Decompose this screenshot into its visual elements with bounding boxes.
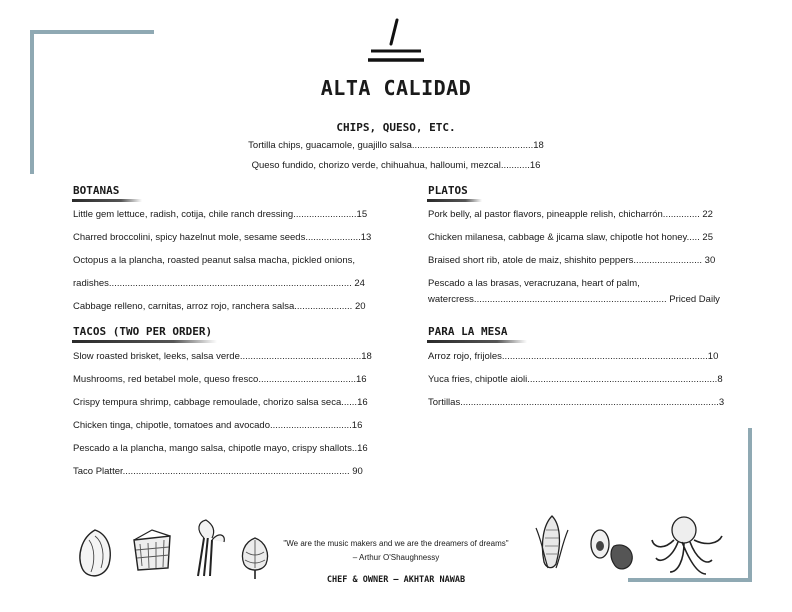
frame-corner-top-left — [30, 30, 154, 174]
menu-item: Yuca fries, chipotle aioli........................................................................8 — [428, 374, 723, 385]
menu-item: Chicken tinga, chipotle, tomatoes and avocado...............................16 — [73, 420, 363, 431]
menu-item: radishes............................................................................................ 24 — [73, 278, 365, 289]
menu-item: Pescado a las brasas, veracruzana, heart of palm, — [428, 278, 640, 289]
menu-item: Charred broccolini, spicy hazelnut mole, sesame seeds.....................13 — [73, 232, 372, 243]
restaurant-name: ALTA CALIDAD — [320, 76, 472, 100]
platos-section-title: PLATOS — [428, 184, 468, 197]
menu-item: Octopus a la plancha, roasted peanut salsa macha, pickled onions, — [73, 255, 356, 266]
menu-item: Cabbage relleno, carnitas, arroz rojo, ranchera salsa...................... 20 — [73, 301, 366, 312]
menu-item: Braised short rib, atole de maiz, shishito peppers.......................... 30 — [428, 255, 716, 266]
menu-item: Queso fundido, chorizo verde, chihuahua, halloumi, mezcal...........16 — [251, 160, 541, 171]
brush-divider — [72, 340, 217, 343]
logo-icon — [366, 18, 426, 68]
menu-item: Little gem lettuce, radish, cotija, chile ranch dressing........................15 — [73, 209, 368, 220]
menu-item: Pork belly, al pastor flavors, pineapple relish, chicharrón.............. 22 — [428, 209, 713, 220]
basket-icon — [130, 526, 174, 577]
celery-icon — [186, 518, 228, 583]
brush-divider — [427, 199, 482, 202]
octopus-icon — [648, 514, 726, 583]
menu-item: Tortillas..................................................................................................3 — [428, 397, 725, 408]
quote-text: "We are the music makers and we are the dreamers of dreams" — [283, 539, 509, 548]
menu-item: Slow roasted brisket, leeks, salsa verde..............................................18 — [73, 351, 372, 362]
menu-item: Pescado a la plancha, mango salsa, chipotle mayo, crispy shallots..16 — [73, 443, 368, 454]
menu-item: Chicken milanesa, cabbage & jicama slaw, chipotle hot honey..... 25 — [428, 232, 713, 243]
brush-divider — [72, 199, 142, 202]
chips-section-title: CHIPS, QUESO, ETC. — [336, 121, 456, 134]
menu-item: Taco Platter...................................................................................... 90 — [73, 466, 363, 477]
menu-item: Tortilla chips, guacamole, guajillo salsa..............................................18 — [248, 140, 544, 151]
tacos-section-title: TACOS (TWO PER ORDER) — [73, 325, 213, 338]
menu-item: Mushrooms, red betabel mole, queso fresco.....................................16 — [73, 374, 367, 385]
quote-attribution: – Arthur O'Shaughnessy — [352, 553, 440, 562]
menu-item: watercress......................................................................... Priced Daily — [428, 294, 720, 305]
para-la-mesa-section-title: PARA LA MESA — [428, 325, 508, 338]
menu-item: Arroz rojo, frijoles..............................................................................10 — [428, 351, 719, 362]
menu-item: Crispy tempura shrimp, cabbage remoulade, chorizo salsa seca......16 — [73, 397, 368, 408]
chef-owner-credit: CHEF & OWNER – AKHTAR NAWAB — [326, 575, 466, 585]
botanas-section-title: BOTANAS — [73, 184, 120, 197]
brush-divider — [427, 340, 527, 343]
